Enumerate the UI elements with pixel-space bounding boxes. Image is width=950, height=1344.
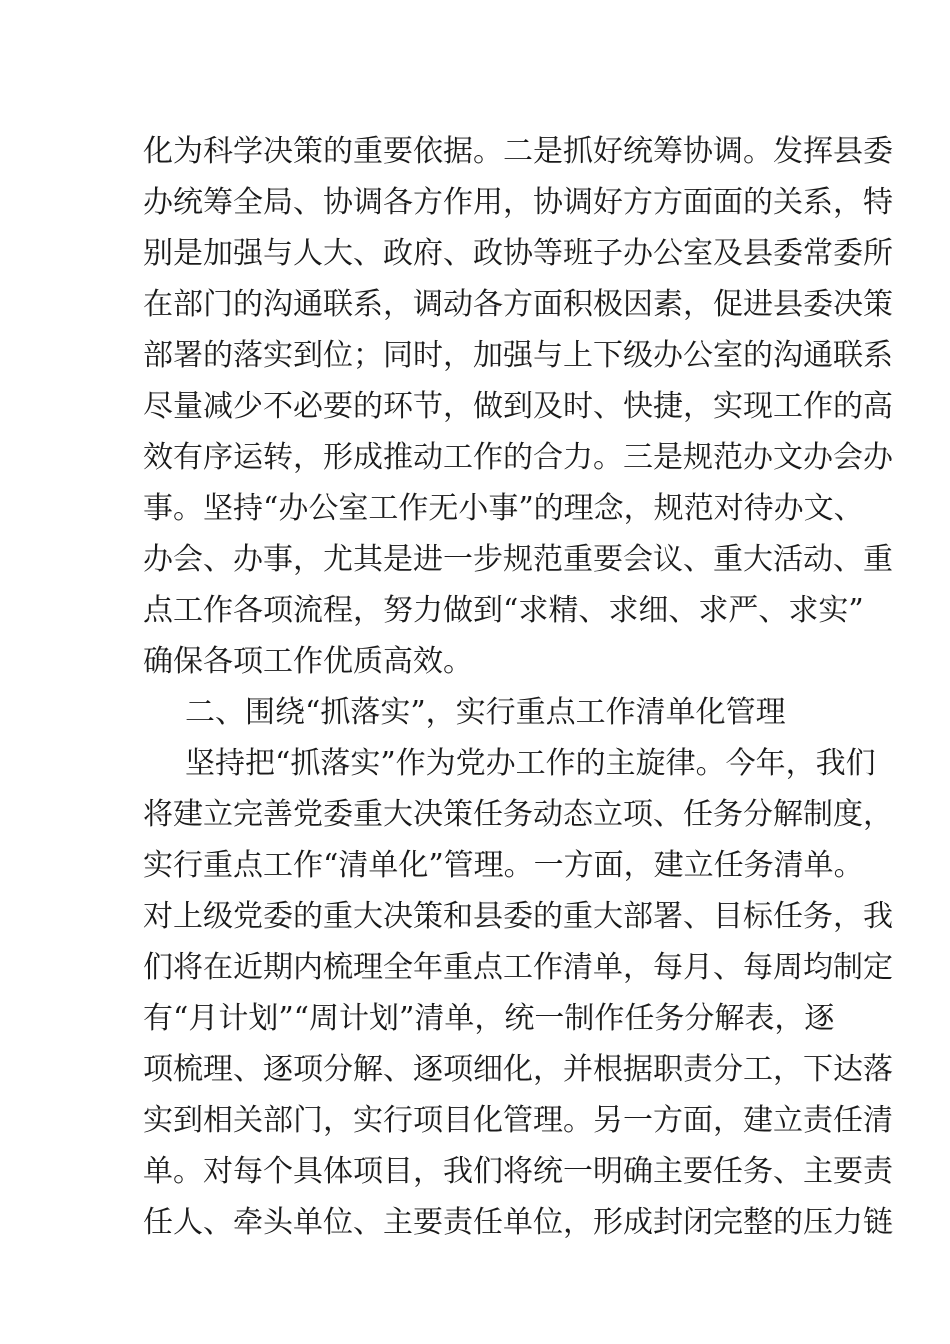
paragraph-line: 实到相关部门，实行项目化管理。另一方面，建立责任清 bbox=[143, 1103, 893, 1138]
paragraph-line: 效有序运转，形成推动工作的合力。三是规范办文办会办 bbox=[143, 440, 893, 475]
section-heading: 二、围绕“抓落实”，实行重点工作清单化管理 bbox=[185, 695, 786, 730]
paragraph-line: 办统筹全局、协调各方作用，协调好方方面面的关系，特 bbox=[143, 185, 893, 220]
paragraph-line: 坚持把“抓落实”作为党办工作的主旋律。今年，我们 bbox=[185, 746, 876, 781]
paragraph-line: 在部门的沟通联系，调动各方面积极因素，促进县委决策 bbox=[143, 287, 893, 322]
paragraph-line: 将建立完善党委重大决策任务动态立项、任务分解制度， bbox=[143, 797, 893, 832]
paragraph-line: 项梳理、逐项分解、逐项细化，并根据职责分工，下达落 bbox=[143, 1052, 893, 1087]
paragraph-line: 办会、办事，尤其是进一步规范重要会议、重大活动、重 bbox=[143, 542, 893, 577]
paragraph-line: 单。对每个具体项目，我们将统一明确主要任务、主要责 bbox=[143, 1154, 893, 1189]
paragraph-line: 任人、牵头单位、主要责任单位，形成封闭完整的压力链 bbox=[143, 1205, 893, 1240]
paragraph-line: 确保各项工作优质高效。 bbox=[143, 644, 473, 679]
paragraph-line: 们将在近期内梳理全年重点工作清单，每月、每周均制定 bbox=[143, 950, 893, 985]
paragraph-line: 事。坚持“办公室工作无小事”的理念，规范对待办文、 bbox=[143, 491, 864, 526]
paragraph-line: 部署的落实到位；同时，加强与上下级办公室的沟通联系 bbox=[143, 338, 893, 373]
paragraph-line: 点工作各项流程，努力做到“求精、求细、求严、求实” bbox=[143, 593, 864, 628]
paragraph-line: 有“月计划”“周计划”清单，统一制作任务分解表，逐 bbox=[143, 1001, 835, 1036]
paragraph-line: 实行重点工作“清单化”管理。一方面，建立任务清单。 bbox=[143, 848, 864, 883]
paragraph-line: 对上级党委的重大决策和县委的重大部署、目标任务，我 bbox=[143, 899, 893, 934]
paragraph-line: 别是加强与人大、政府、政协等班子办公室及县委常委所 bbox=[143, 236, 893, 271]
paragraph-line: 化为科学决策的重要依据。二是抓好统筹协调。发挥县委 bbox=[143, 134, 893, 169]
paragraph-line: 尽量减少不必要的环节，做到及时、快捷，实现工作的高 bbox=[143, 389, 893, 424]
